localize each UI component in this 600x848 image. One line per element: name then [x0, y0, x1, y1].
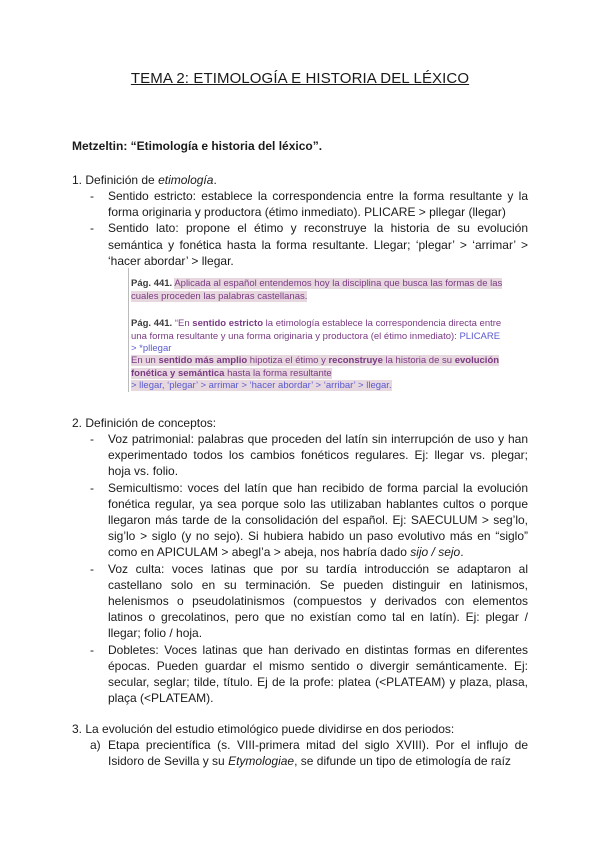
section-3-list: [90, 737, 528, 769]
section-2-list: [72, 431, 528, 706]
dash-marker: -: [90, 480, 94, 495]
list-item: - Voz patrimonial: palabras que proceden del latín sin interrupción de uso y han experimentado todos los cambios fonéticos regulares. Ej: llegar vs. plegar; hoja vs. folio.: [90, 432, 528, 479]
section-1-number: 1.: [72, 173, 83, 187]
section-1-heading: [72, 172, 217, 188]
section-2-heading: [72, 415, 216, 431]
section-1-list: [72, 188, 528, 269]
list-item: - Semicultismo: voces del latín que han recibido de forma parcial la evolución fonética regular, ya sea porque solo las utilizaban hablantes cultos o porque llegaron más tarde de la consolidación del español. Ej: SAECULUM > seg’lo, sig’lo > siglo (y no sejo). Si hubiera habido un paso evolutivo más en “siglo” como en APICULAM > abegl’a > abeja, nos habría dado sijo / sejo.: [90, 480, 528, 560]
section-1-heading-post: .: [213, 173, 217, 187]
dash-marker: -: [90, 561, 94, 576]
dash-marker: -: [90, 642, 94, 657]
dash-marker: -: [90, 221, 94, 236]
section-3-number: 3.: [72, 722, 83, 736]
section-3-heading-text: La evolución del estudio etimológico puede dividirse en dos periodos:: [85, 722, 455, 736]
section-2-number: 2.: [72, 416, 83, 430]
list-item: - Sentido lato: propone el étimo y reconstruye la historia de su evolución semántica y fonética hasta la forma resultante. Llegar; ‘plegar’ > ‘arrimar’ > ‘hacer abordar’ > llegar.: [90, 221, 528, 268]
excerpt-quote-2: Pág. 441. “En sentido estricto la etimología establece la correspondencia directa entre una forma resultante y una forma originaria y productora (el étimo inmediato): PLICARE > *pllegar: [131, 318, 502, 354]
list-item: - Voz culta: voces latinas que por su tardía introducción se adaptaron al castellano solo en su terminación. Se pueden distinguir en latinismos, helenismos o pseudolatinismos (compuestos y derivados con elementos latinos o grecolatinos, pero que no existían como tal en latín). Ej: plegar / llegar; folio / hoja.: [90, 561, 528, 641]
list-item: - Sentido estricto: establece la correspondencia entre la forma resultante y la forma originaria y productora (étimo inmediato). PLICARE > pllegar (llegar): [90, 189, 528, 220]
section-1-heading-pre: Definición de: [85, 173, 159, 187]
list-item: a) Etapa precientífica (s. VIII-primera mitad del siglo XVIII). Por el influjo de Isidoro de Sevilla y su Etymologiae, se difunde un tipo de etimología de raíz: [90, 738, 528, 769]
document-title: TEMA 2: ETIMOLOGÍA E HISTORIA DEL LÉXICO: [130, 70, 470, 87]
dash-marker: -: [90, 432, 94, 446]
excerpt-quote-1: Pág. 441. Aplicada al español entendemos hoy la disciplina que busca las formas de las cuales proceden las palabras castellanas.: [131, 278, 503, 302]
subtitle: Metzeltin: “Etimología e historia del léxico”.: [72, 139, 323, 153]
dash-marker: -: [90, 189, 94, 203]
section-1-heading-em: etimología: [158, 173, 214, 187]
excerpt-quote-3: En un sentido más amplio hipotiza el étimo y reconstruye la historia de su evolución fonética y semántica hasta la forma resultante > llegar, ‘plegar’ > arrimar > ‘hacer abordar’ > ‘arribar’ > llegar.: [131, 355, 500, 391]
section-3-heading: [72, 721, 454, 737]
section-2-heading-text: Definición de conceptos:: [85, 416, 217, 430]
list-marker: a): [90, 738, 101, 752]
list-item: - Dobletes: Voces latinas que han derivado en distintas formas en diferentes épocas. Pueden guardar el mismo sentido o divergir semánticamente. Ej: secular, seglar; tilde, título. Ej de la profe: platea (<PLATEAM) y plaza, plasa, plaça (<PLATEAM).: [90, 642, 528, 706]
excerpt-image: [128, 268, 509, 392]
